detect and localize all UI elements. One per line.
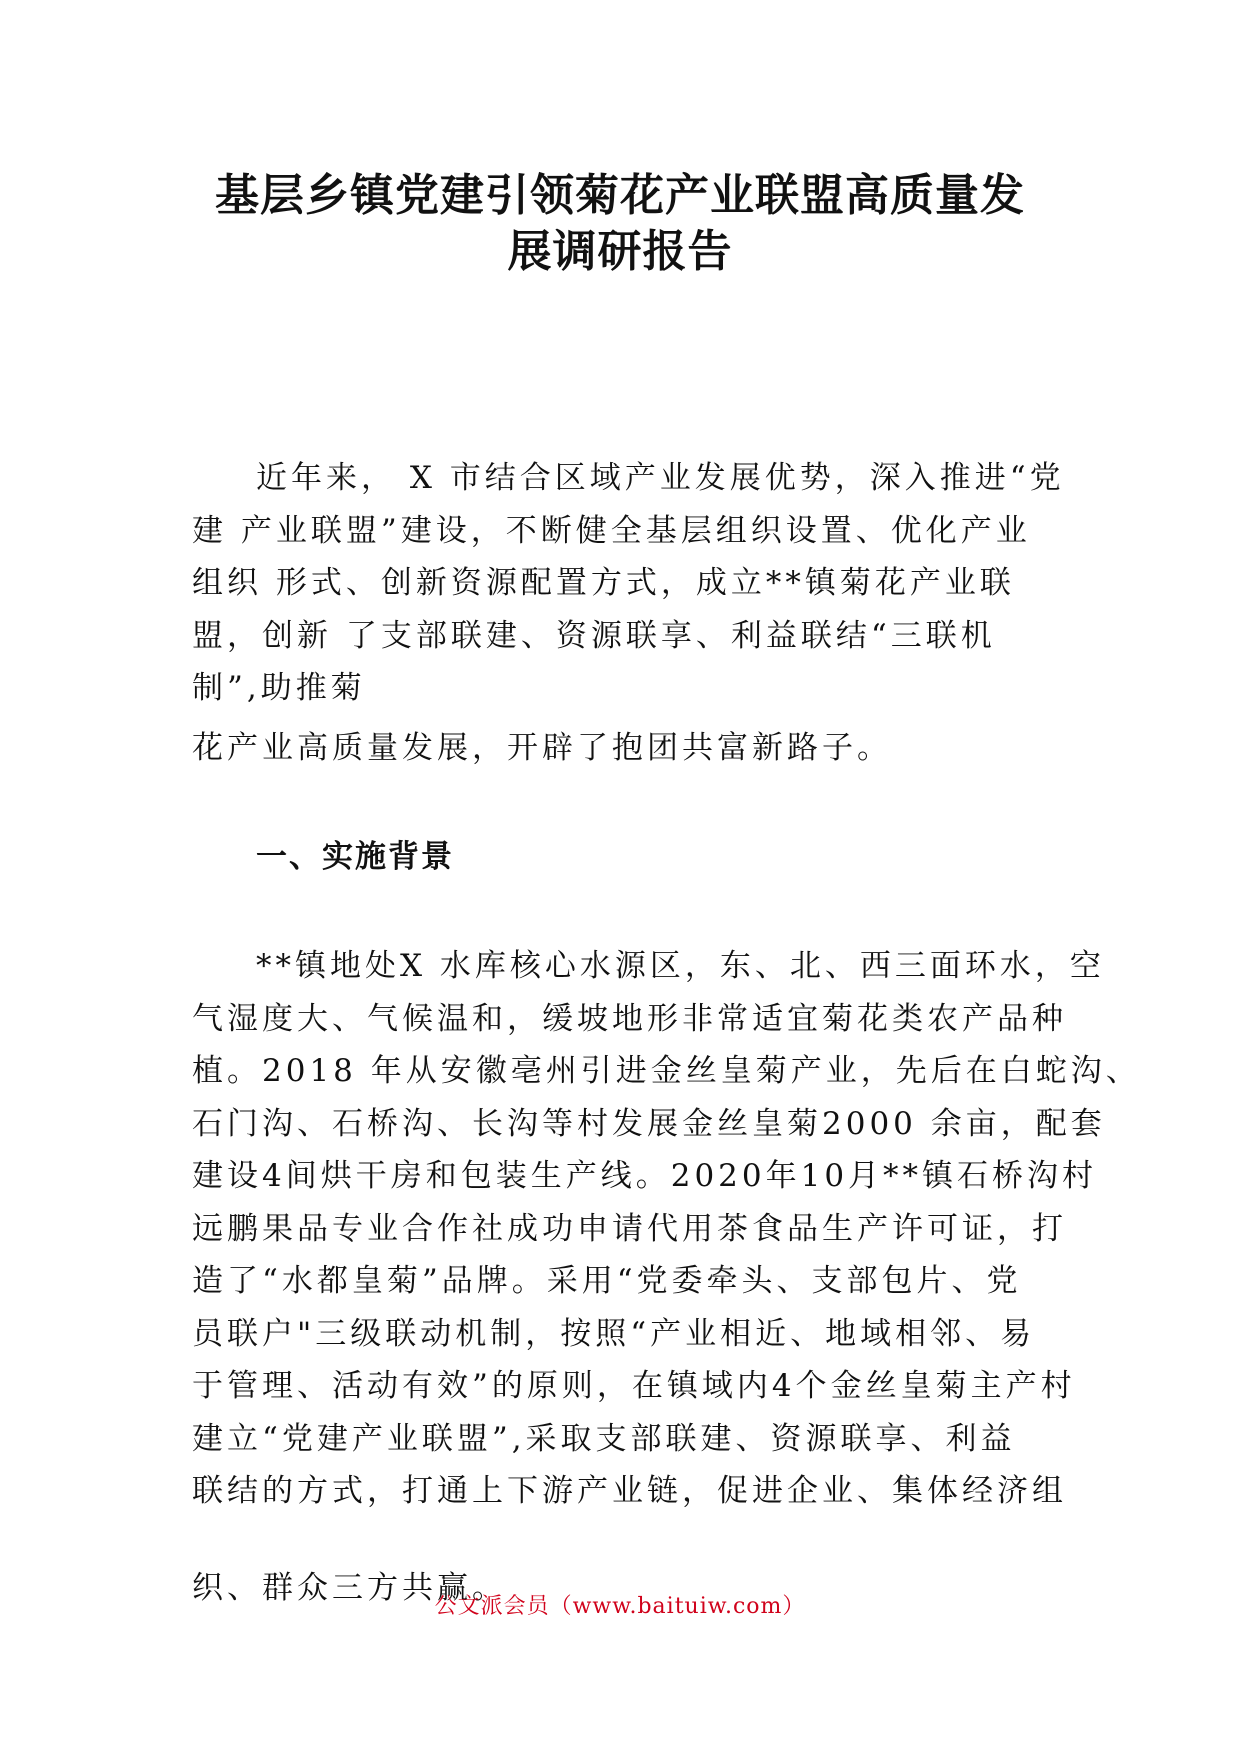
intro-line: 近年来， X 市结合区域产业发展优势，深入推进“党 <box>256 460 1065 496</box>
intro-paragraph <box>192 452 1072 715</box>
background-line: 联结的方式，打通上下游产业链，促进企业、集体经济组 <box>192 1473 1067 1509</box>
background-line: 员联户"三级联动机制，按照“产业相近、地域相邻、易 <box>192 1315 1036 1352</box>
background-line: 石门沟、石桥沟、长沟等村发展金丝皇菊2000 余亩，配套 <box>192 1105 1106 1142</box>
background-line: 远鹏果品专业合作社成功申请代用茶食品生产许可证，打 <box>192 1210 1067 1247</box>
intro-continuation-line: 花产业高质量发展，开辟了抱团共富新路子。 <box>192 730 892 766</box>
background-line: 建设4间烘干房和包装生产线。2020年10月**镇石桥沟村 <box>192 1158 1098 1194</box>
title-line-2: 展调研报告 <box>507 226 733 277</box>
background-line: 建立“党建产业联盟”,采取支部联建、资源联享、利益 <box>192 1420 1016 1457</box>
background-line: 植。2018 年从安徽亳州引进金丝皇菊产业，先后在白蛇沟、 <box>192 1053 1141 1089</box>
section-heading: 一、实施背景 <box>256 839 454 875</box>
document-title <box>150 168 1090 280</box>
intro-continuation <box>192 722 1072 775</box>
background-continuation-line: 织、群众三方共赢。 <box>192 1570 507 1606</box>
background-paragraph <box>192 940 1141 1518</box>
background-line: 造了“水都皇菊”品牌。采用“党委牵头、支部包片、党 <box>192 1263 1022 1299</box>
background-line: **镇地处X 水库核心水源区，东、北、西三面环水，空 <box>256 948 1105 984</box>
intro-line: 盟，创新 了支部联建、资源联享、利益联结“三联机 <box>192 617 996 654</box>
title-line-1: 基层乡镇党建引领菊花产业联盟高质量发 <box>215 170 1025 221</box>
intro-line: 组织 形式、创新资源配置方式，成立**镇菊花产业联 <box>192 565 1015 601</box>
intro-line: 建 产业联盟”建设，不断健全基层组织设置、优化产业 <box>192 512 1031 549</box>
watermark-footer: 公文派会员（www.baituiw.com） <box>434 1594 806 1619</box>
background-line: 气湿度大、气候温和，缓坡地形非常适宜菊花类农产品种 <box>192 1000 1067 1037</box>
background-line: 于管理、活动有效”的原则，在镇域内4个金丝皇菊主产村 <box>192 1368 1076 1404</box>
intro-line: 制”,助推菊 <box>192 670 366 706</box>
